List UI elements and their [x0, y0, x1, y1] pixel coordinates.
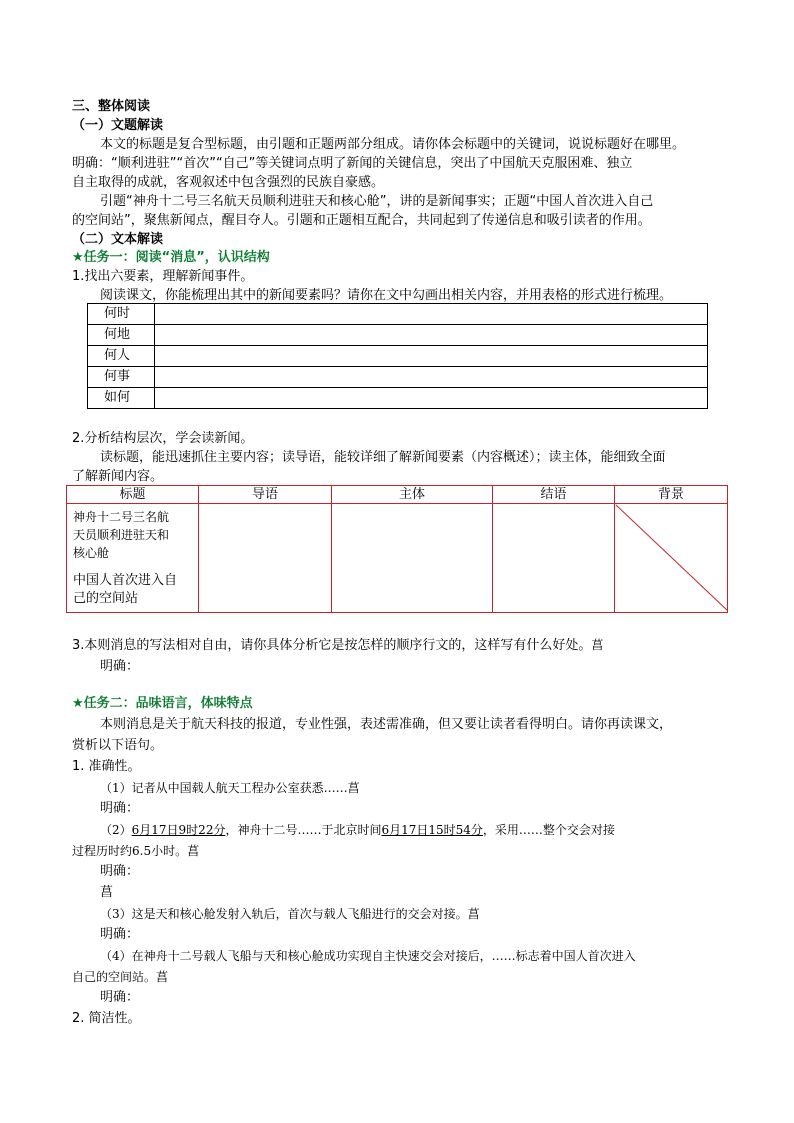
diagonal-slash — [615, 504, 729, 612]
answer-label: 明确： — [100, 990, 140, 1005]
quote-sentence: （4）在神舟十二号载人飞船与天和核心舱成功实现自主快速交会对接后，……标志着中国人首次进入 — [100, 949, 636, 963]
table-row-label: 如何 — [88, 388, 155, 409]
answer-cell[interactable] — [155, 325, 708, 346]
star-icon: ★ — [72, 696, 84, 711]
sub-heading: 2. 简洁性。 — [72, 1011, 141, 1026]
table-row — [67, 504, 728, 613]
mark-glyph: 菖 — [100, 885, 114, 900]
paragraph: 读标题，能迅速抓住主要内容；读导语，能较详细了解新闻要素（内容概述）；读主体，能细致全面 — [100, 450, 666, 465]
underlined-time: 6月17日9时22分 — [131, 823, 226, 837]
quote-sentence: （2）6月17日9时22分，神舟十二号……于北京时间6月17日15时54分，采用……整个交会对接 — [100, 823, 615, 837]
answer-cell[interactable] — [332, 504, 493, 613]
title-cell — [67, 504, 199, 613]
table-row — [88, 346, 708, 367]
elements-table — [87, 303, 708, 409]
column-header: 结语 — [493, 486, 615, 504]
quote-sentence: （3）这是天和核心舱发射入轨后，首次与载人飞船进行的交会对接。菖 — [100, 907, 480, 921]
column-header: 主体 — [332, 486, 493, 504]
subsection-title: （一）文题解读 — [72, 118, 164, 133]
mark-glyph: 菖 — [347, 781, 360, 795]
answer-cell[interactable] — [199, 504, 332, 613]
answer-cell[interactable] — [155, 304, 708, 325]
title-line: 天员顺利进驻天和 — [73, 528, 170, 542]
task-title: 任务二：品味语言，体味特点 — [83, 696, 253, 711]
table-row-label: 何事 — [88, 367, 155, 388]
underlined-time: 6月17日15时54分 — [381, 823, 483, 837]
quote-sentence: （1）记者从中国载人航天工程办公室获悉……菖 — [100, 781, 360, 795]
table-row — [88, 304, 708, 325]
paragraph: 明确：“顺利进驻”“首次”“自己”等关键词点明了新闻的关键信息，突出了中国航天克服困难、独立 — [72, 156, 633, 171]
column-header: 背景 — [615, 486, 728, 504]
mark-glyph: 菖 — [467, 907, 480, 921]
title-line: 神舟十二号三名航 — [73, 510, 170, 524]
task-heading — [72, 695, 253, 713]
mark-glyph: 菖 — [591, 638, 604, 652]
structure-table — [66, 485, 728, 613]
paragraph: 本则消息是关于航天科技的报道，专业性强，表述需准确，但又要让读者看得明白。请你再读课文， — [100, 717, 673, 732]
answer-label: 明确： — [100, 864, 140, 879]
paragraph: 引题“神舟十二号三名航天员顺利进驻天和核心舱”，讲的是新闻事实；正题“中国人首次进入自己 — [100, 194, 654, 209]
title-line: 己的空间站 — [73, 591, 139, 606]
answer-cell[interactable] — [155, 388, 708, 409]
task-heading — [72, 249, 270, 267]
title-line: 核心舱 — [73, 546, 110, 560]
mark-glyph: 菖 — [156, 970, 169, 984]
paragraph: 本文的标题是复合型标题，由引题和正题两部分组成。请你体会标题中的关键词，说说标题好在哪里。 — [100, 137, 686, 152]
table-row — [88, 388, 708, 409]
table-header-row — [67, 486, 728, 504]
table-row-label: 何人 — [88, 346, 155, 367]
table-row-label: 何地 — [88, 325, 155, 346]
answer-label: 明确： — [100, 927, 140, 942]
paragraph: 阅读课文，你能梳理出其中的新闻要素吗？请你在文中勾画出相关内容，并用表格的形式进行梳理。 — [100, 288, 673, 303]
column-header: 标题 — [67, 486, 199, 504]
answer-cell[interactable] — [493, 504, 615, 613]
table-row — [88, 367, 708, 388]
answer-cell[interactable] — [155, 367, 708, 388]
answer-label: 明确： — [100, 659, 140, 674]
table-row — [88, 325, 708, 346]
question: 1.找出六要素，理解新闻事件。 — [72, 269, 254, 284]
paragraph: 自主取得的成就，客观叙述中包含强烈的民族自豪感。 — [72, 175, 385, 190]
subsection-title: （二）文本解读 — [72, 232, 164, 247]
task-title: 任务一：阅读“消息”，认识结构 — [83, 250, 270, 265]
quote-sentence: 过程历时约6.5小时。菖 — [72, 844, 200, 858]
quote-sentence: 自己的空间站。菖 — [72, 970, 169, 984]
paragraph: 赏析以下语句。 — [72, 738, 164, 753]
paragraph: 了解新闻内容。 — [72, 469, 164, 484]
star-icon: ★ — [72, 250, 84, 265]
section-title: 三、整体阅读 — [72, 99, 151, 114]
question: 3.本则消息的写法相对自由，请你具体分析它是按怎样的顺序行文的，这样写有什么好处。菖 — [72, 638, 604, 653]
sub-heading: 1. 准确性。 — [72, 759, 141, 774]
answer-label: 明确： — [100, 801, 140, 816]
answer-cell[interactable] — [155, 346, 708, 367]
paragraph: 的空间站”，聚焦新闻点，醒目夺人。引题和正题相互配合，共同起到了传递信息和吸引读者的作用。 — [72, 213, 651, 228]
background-cell — [615, 504, 728, 613]
question: 2.分析结构层次，学会读新闻。 — [72, 431, 254, 446]
title-line: 中国人首次进入自 — [73, 573, 178, 588]
mark-glyph: 菖 — [187, 844, 200, 858]
table-row-label: 何时 — [88, 304, 155, 325]
column-header: 导语 — [199, 486, 332, 504]
